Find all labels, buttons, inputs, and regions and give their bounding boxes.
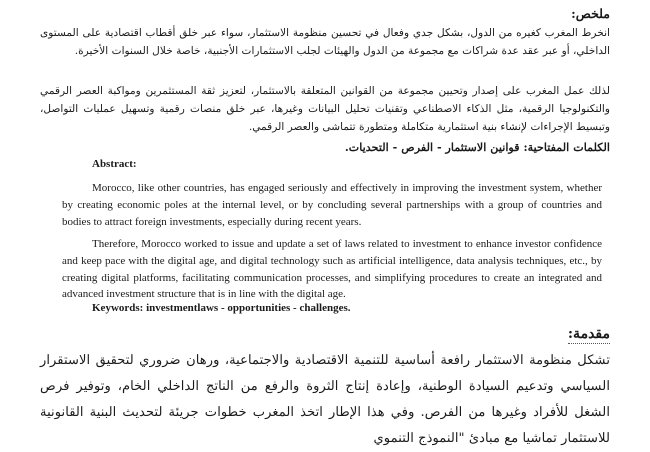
english-keywords (92, 302, 351, 314)
english-abstract-title: Abstract: (92, 158, 137, 170)
english-keywords-label: Keywords (92, 302, 140, 314)
english-abstract-paragraph-1: Morocco, like other countries, has engaged seriously and effectively in improving the investment system, whether by creating economic poles at the internal level, or by concluding several partnerships with a group of countries and bodies to attract foreign investments, especially during recent years. (62, 182, 602, 228)
english-abstract-paragraph-2: Therefore, Morocco worked to issue and update a set of laws related to investment to enhance investor confidence and keep pace with the digital age, and digital technology such as artificial intelligence, data analysis techniques, etc., by creating digital platforms, facilitating communication processes, and simplifying procedures to create an integrated and advanced investment structure that is in line with the digital age. (62, 238, 602, 301)
introduction-title: مقدمة: (567, 326, 610, 342)
arabic-abstract-heading: ملخص: (571, 6, 610, 21)
arabic-abstract-paragraph-1: انخرط المغرب كغيره من الدول، بشكل جدي وفعال في تحسين منظومة الاستثمار، سواء عبر خلق أقطاب اقتصادية على المستوى الداخلي، أو عبر عقد عدة شراكات مع مجموعة من الدول والهيئات لجلب الاستثمارات الأجنبية، خاصة خلال السنوات الأخيرة. (40, 27, 610, 57)
arabic-keywords: الكلمات المفتاحية: قوانين الاستثمار - الفرص - التحديات. (344, 140, 610, 154)
introduction-body: تشكل منظومة الاستثمار رافعة أساسية للتنمية الاقتصادية والاجتماعية، ورهان ضروري لتحقيق الاستقرار السياسي وتدعيم السيادة الوطنية، وإعادة إنتاج الثروة والرفع من الناتج الداخلي الخام، وتوفير فرص الشغل للأفراد وغيرها من الفرص. وفي هذا الإطار اتخذ المغرب خطوات جريئة لتحديث البنية القانونية للاستثمار تماشيا مع مبادئ "النموذج التنموي (40, 353, 610, 446)
arabic-abstract-paragraph-2: لذلك عمل المغرب على إصدار وتحيين مجموعة من القوانين المتعلقة بالاستثمار، لتعزيز ثقة المستثمرين ومواكبة العصر الرقمي والتكنولوجيا الرقمية، مثل الذكاء الاصطناعي وتقنيات تحليل البيانات وغيرها، عبر خلق منصات رقمية وتسهيل عمليات التواصل، وتبسيط الإجراءات لإنشاء بنية استثمارية متكاملة ومتطورة تتماشى والعصر الرقمي. (40, 85, 610, 133)
english-keywords-value: : investmentlaws - opportunities - challenges. (139, 302, 351, 314)
